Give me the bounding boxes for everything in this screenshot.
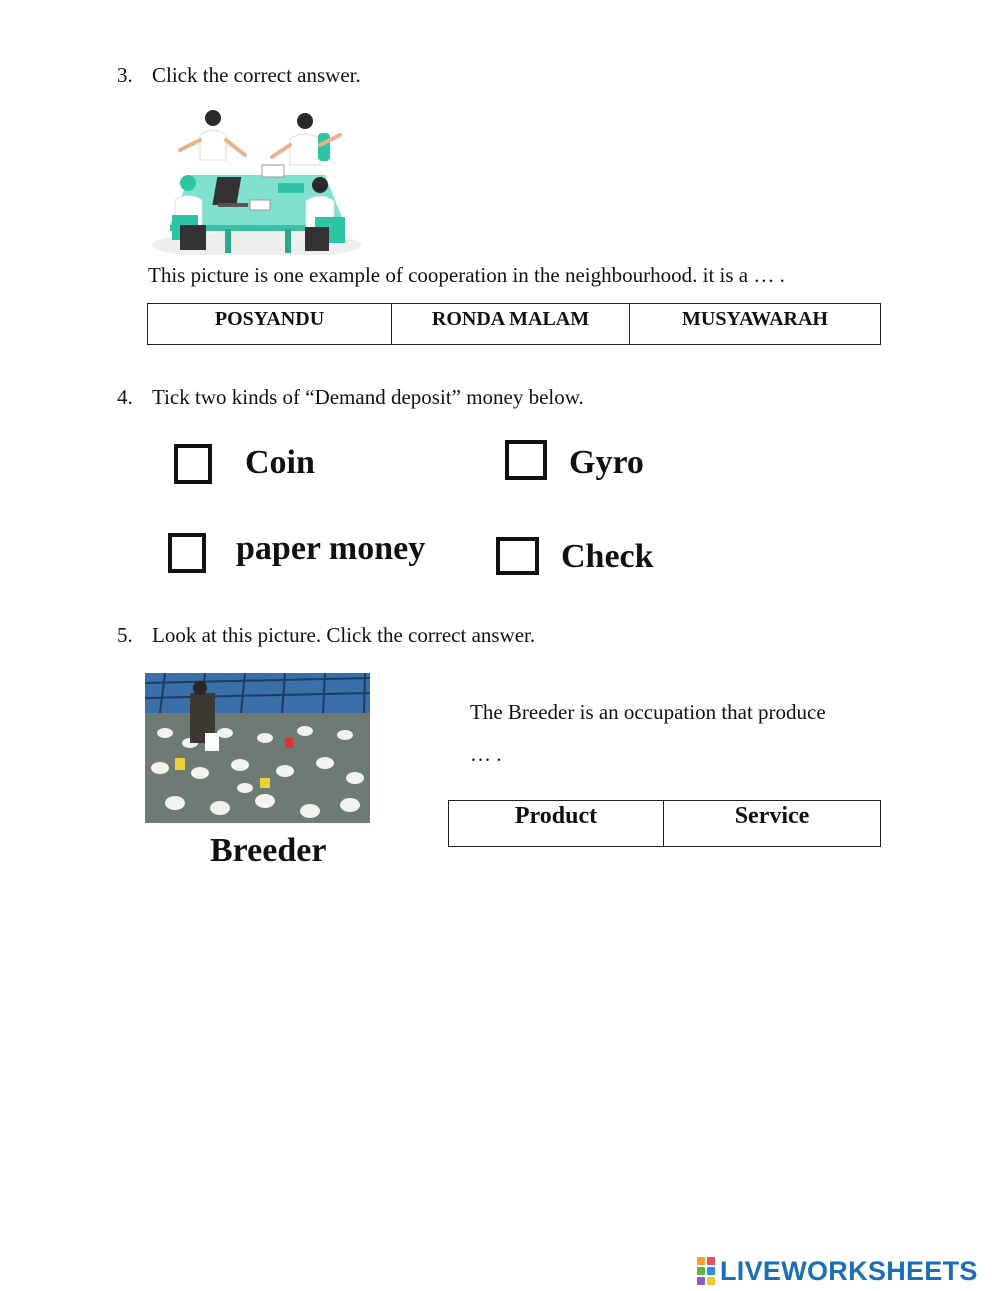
answer-option-product[interactable]: Product [449,801,664,847]
answer-options-table [448,800,881,847]
option-label-gyro: Gyro [569,444,644,481]
question-prompt: Look at this picture. Click the correct answer. [152,623,536,647]
checkbox-coin[interactable] [174,444,212,484]
photo-caption: Breeder [210,832,327,869]
option-label-check: Check [561,538,654,575]
question-number: 3. [117,63,133,87]
question-prompt: Click the correct answer. [152,63,361,87]
answer-option-ronda-malam[interactable]: RONDA MALAM [392,304,630,345]
question-sentence: The Breeder is an occupation that produce [470,700,826,724]
checkbox-check[interactable] [496,537,539,575]
question-prompt: Tick two kinds of “Demand deposit” money below. [152,385,584,409]
question-number: 5. [117,623,133,647]
breeder-chicken-farm-photo [145,673,370,823]
option-label-coin: Coin [245,444,315,481]
checkbox-gyro[interactable] [505,440,547,480]
cooperation-meeting-illustration [150,105,365,255]
answer-options-table [147,303,881,345]
liveworksheets-logo-text: LIVEWORKSHEETS [720,1255,978,1286]
answer-option-musyawarah[interactable]: MUSYAWARAH [630,304,881,345]
answer-option-service[interactable]: Service [664,801,881,847]
option-label-paper-money: paper money [236,530,426,567]
question-blank: … . [470,742,502,766]
liveworksheets-logo [697,1254,978,1288]
checkbox-paper-money[interactable] [168,533,206,573]
question-number: 4. [117,385,133,409]
liveworksheets-logo-icon [697,1257,717,1285]
answer-option-posyandu[interactable]: POSYANDU [148,304,392,345]
question-sentence: This picture is one example of cooperation in the neighbourhood. it is a … . [148,263,785,287]
